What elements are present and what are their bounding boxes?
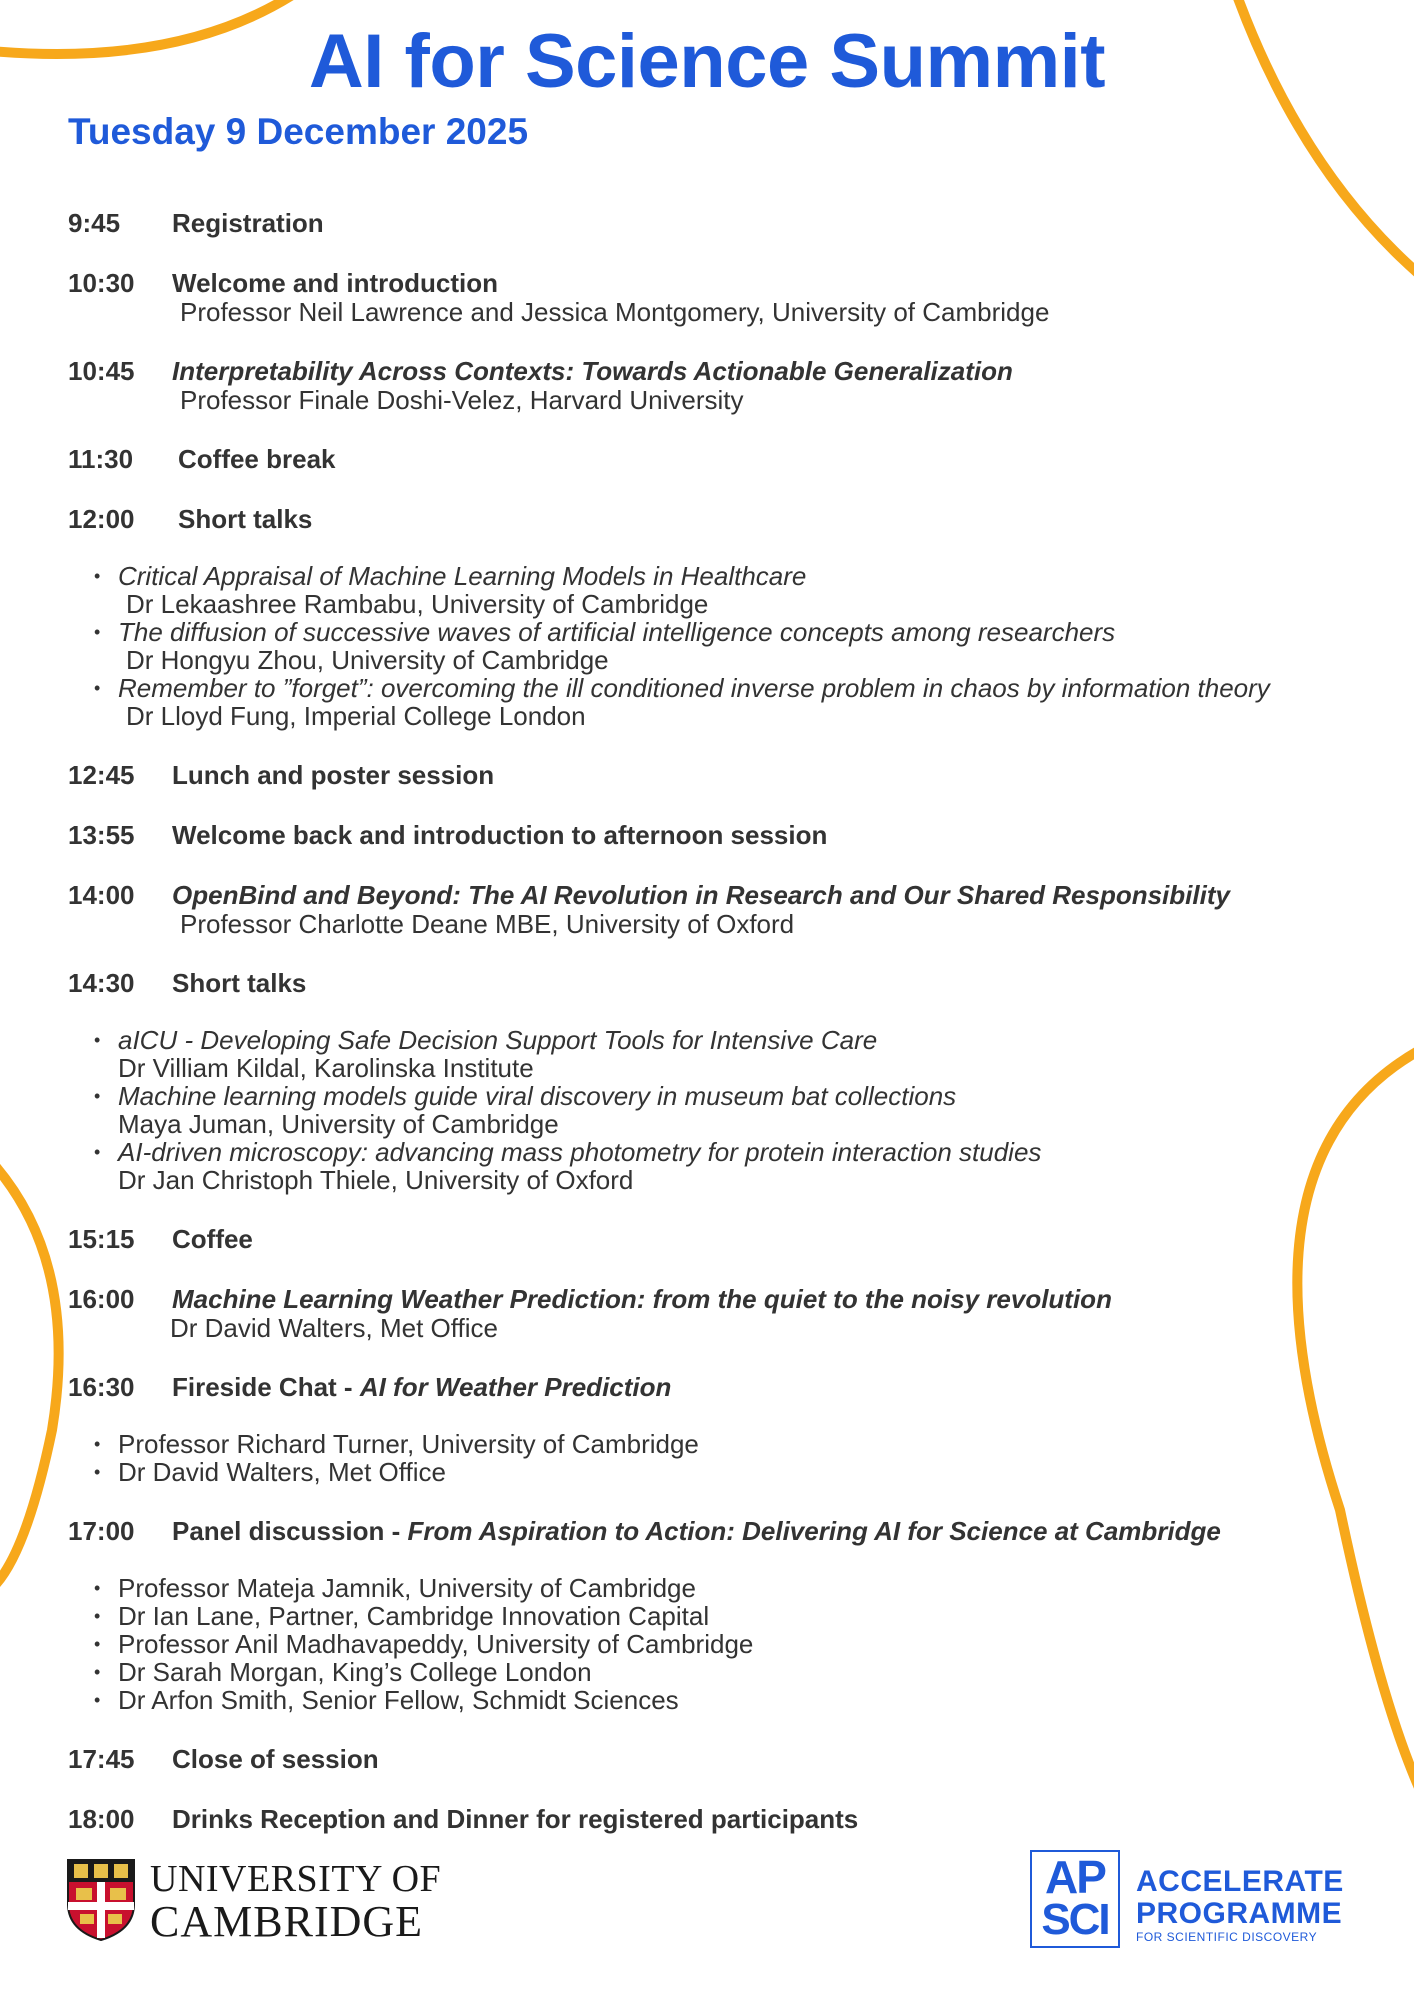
agenda-speaker: Dr David Walters, Met Office (170, 1313, 498, 1343)
agenda-time: 10:30 (68, 268, 135, 298)
talk-title: AI-driven microscopy: advancing mass photometry for protein interaction studies (118, 1137, 1042, 1167)
bullet-icon: • (94, 1690, 101, 1710)
bullet-icon: • (94, 1462, 101, 1482)
talk-speaker: Dr Lloyd Fung, Imperial College London (126, 701, 586, 731)
bullet-icon: • (94, 1606, 101, 1626)
agenda-speaker: Professor Charlotte Deane MBE, University of Oxford (180, 909, 795, 939)
agenda-time: 14:30 (68, 968, 135, 998)
accelerate-line2: PROGRAMME (1136, 1897, 1343, 1930)
session-topic: From Aspiration to Action: Delivering AI for Science at Cambridge (407, 1516, 1221, 1546)
bullet-icon: • (94, 1578, 101, 1598)
talk-title: aICU - Developing Safe Decision Support Tools for Intensive Care (118, 1025, 878, 1055)
talk-speaker: Dr Villiam Kildal, Karolinska Institute (118, 1053, 534, 1083)
talk-speaker: Dr Hongyu Zhou, University of Cambridge (126, 645, 609, 675)
agenda-time: 16:00 (68, 1284, 135, 1314)
agenda-speaker: Professor Finale Doshi-Velez, Harvard University (180, 385, 744, 415)
talk-speaker: Dr Lekaashree Rambabu, University of Cambridge (126, 589, 709, 619)
bullet-icon: • (94, 566, 101, 586)
agenda-title: Registration (172, 208, 324, 238)
bullet-icon: • (94, 678, 101, 698)
agenda-item (68, 1284, 1398, 1342)
agenda-list (68, 208, 1398, 1864)
person-name: Professor Mateja Jamnik, University of Cambridge (118, 1573, 696, 1603)
agenda-item (68, 760, 1398, 790)
list-item (68, 1574, 1398, 1602)
apsci-badge (1030, 1850, 1120, 1948)
agenda-time: 15:15 (68, 1224, 135, 1254)
list-item (68, 1138, 1398, 1194)
agenda-time: 14:00 (68, 880, 135, 910)
university-of-cambridge-logo (66, 1858, 486, 1946)
agenda-title: Coffee break (178, 444, 336, 474)
talk-title: Critical Appraisal of Machine Learning Models in Healthcare (118, 561, 807, 591)
agenda-title (172, 1372, 671, 1402)
bullet-icon: • (94, 1434, 101, 1454)
accelerate-programme-logo (1030, 1850, 1350, 1946)
agenda-item (68, 444, 1398, 474)
session-topic: AI for Weather Prediction (359, 1372, 672, 1402)
apsci-badge-top: AP (1045, 1851, 1105, 1903)
agenda-item (68, 356, 1398, 414)
list-item (68, 1630, 1398, 1658)
agenda-item (68, 968, 1398, 1194)
list-item (68, 1082, 1398, 1138)
agenda-item (68, 268, 1398, 326)
agenda-speaker: Professor Neil Lawrence and Jessica Montgomery, University of Cambridge (180, 297, 1050, 327)
accelerate-line3: FOR SCIENTIFIC DISCOVERY (1136, 1930, 1318, 1944)
talk-title: Machine learning models guide viral discovery in museum bat collections (118, 1081, 957, 1111)
session-label: Panel discussion - (172, 1516, 408, 1546)
agenda-item (68, 880, 1398, 938)
agenda-item (68, 1516, 1398, 1714)
agenda-time: 10:45 (68, 356, 135, 386)
list-item (68, 1658, 1398, 1686)
person-name: Dr Arfon Smith, Senior Fellow, Schmidt Sciences (118, 1685, 679, 1715)
agenda-time: 13:55 (68, 820, 135, 850)
agenda-title: OpenBind and Beyond: The AI Revolution in Research and Our Shared Responsibility (172, 880, 1230, 910)
list-item (68, 1686, 1398, 1714)
cambridge-wordmark (150, 1858, 441, 1944)
cambridge-line2: CAMBRIDGE (150, 1897, 424, 1946)
agenda-title (172, 1516, 1221, 1546)
bullet-icon: • (94, 1662, 101, 1682)
agenda-time: 9:45 (68, 208, 121, 238)
list-item (68, 1458, 1398, 1486)
person-name: Professor Richard Turner, University of Cambridge (118, 1429, 699, 1459)
list-item (68, 1026, 1398, 1082)
cambridge-line1: UNIVERSITY OF (150, 1858, 442, 1900)
agenda-title: Interpretability Across Contexts: Towards Actionable Generalization (172, 356, 1013, 386)
talk-list (68, 1026, 1398, 1194)
agenda-time: 17:00 (68, 1516, 135, 1546)
talk-title: The diffusion of successive waves of artificial intelligence concepts among researchers (118, 617, 1116, 647)
list-item (68, 1602, 1398, 1630)
bullet-icon: • (94, 622, 101, 642)
agenda-title: Drinks Reception and Dinner for registered participants (172, 1804, 859, 1834)
list-item (68, 674, 1398, 730)
agenda-title: Machine Learning Weather Prediction: from the quiet to the noisy revolution (172, 1284, 1112, 1314)
list-item (68, 618, 1398, 674)
session-label: Fireside Chat - (172, 1372, 360, 1402)
people-list (68, 1574, 1398, 1714)
agenda-title: Short talks (172, 968, 307, 998)
bullet-icon: • (94, 1142, 101, 1162)
agenda-time: 17:45 (68, 1744, 135, 1774)
agenda-item (68, 1804, 1398, 1834)
bullet-icon: • (94, 1634, 101, 1654)
people-list (68, 1430, 1398, 1486)
bullet-icon: • (94, 1030, 101, 1050)
agenda-title: Coffee (172, 1224, 253, 1254)
cambridge-crest-icon (66, 1858, 136, 1942)
bullet-icon: • (94, 1086, 101, 1106)
person-name: Dr Sarah Morgan, King’s College London (118, 1657, 592, 1687)
agenda-item (68, 820, 1398, 850)
event-date: Tuesday 9 December 2025 (68, 111, 529, 152)
agenda-time: 12:45 (68, 760, 135, 790)
agenda-title: Lunch and poster session (172, 760, 495, 790)
agenda-title: Short talks (178, 504, 313, 534)
agenda-time: 16:30 (68, 1372, 135, 1402)
talk-speaker: Maya Juman, University of Cambridge (118, 1109, 559, 1139)
agenda-item (68, 208, 1398, 238)
agenda-item (68, 1744, 1398, 1774)
talk-title: Remember to ”forget”: overcoming the ill conditioned inverse problem in chaos by information theory (118, 673, 1270, 703)
agenda-time: 11:30 (68, 444, 134, 474)
list-item (68, 1430, 1398, 1458)
accelerate-line1: ACCELERATE (1136, 1865, 1344, 1898)
agenda-item (68, 1372, 1398, 1486)
talk-list (68, 562, 1398, 730)
agenda-title: Welcome back and introduction to afternoon session (172, 820, 828, 850)
agenda-item (68, 504, 1398, 730)
agenda-item (68, 1224, 1398, 1254)
list-item (68, 562, 1398, 618)
apsci-badge-bottom: SCI (1041, 1895, 1109, 1944)
accelerate-wordmark (1136, 1866, 1344, 1944)
page-title: AI for Science Summit (308, 19, 1106, 104)
person-name: Dr Ian Lane, Partner, Cambridge Innovation Capital (118, 1601, 710, 1631)
agenda-title: Welcome and introduction (172, 268, 498, 298)
arc-left (0, 1160, 59, 1590)
person-name: Professor Anil Madhavapeddy, University of Cambridge (118, 1629, 754, 1659)
agenda-time: 18:00 (68, 1804, 135, 1834)
talk-speaker: Dr Jan Christoph Thiele, University of Oxford (118, 1165, 634, 1195)
agenda-title: Close of session (172, 1744, 379, 1774)
person-name: Dr David Walters, Met Office (118, 1457, 446, 1487)
agenda-time: 12:00 (68, 504, 135, 534)
